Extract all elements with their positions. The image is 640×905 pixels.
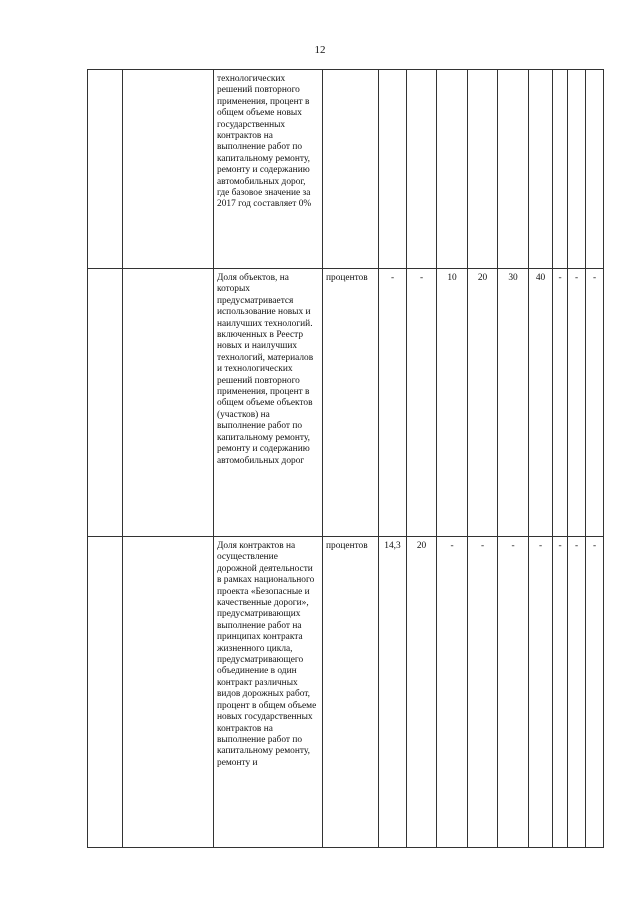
table-row [88, 269, 604, 537]
value-cell: - [586, 269, 604, 537]
value-cell: - [498, 537, 529, 848]
value-cell [568, 70, 586, 269]
description-cell: Доля контрактов на осуществление дорожной деятельности в рамках национального проекта «Безопасные и качественные дороги», предусматривающих выполнение работ на принципах контракта жизненного цикла, предусматривающего объединение в один контракт различных видов дорожных работ, процент в общем объеме новых государственных контрактов на выполнение работ по капитальному ремонту, ремонту и [214, 537, 323, 848]
table-row [88, 70, 604, 269]
value-cell [553, 70, 568, 269]
unit-cell: процентов [323, 537, 379, 848]
value-cell [498, 70, 529, 269]
value-cell [437, 70, 468, 269]
value-cell: 20 [407, 537, 437, 848]
name-cell [123, 537, 214, 848]
indicators-table [87, 69, 604, 848]
value-cell [586, 70, 604, 269]
value-cell: - [568, 537, 586, 848]
value-cell: - [468, 537, 498, 848]
value-cell: - [568, 269, 586, 537]
index-cell [88, 537, 123, 848]
value-cell: - [407, 269, 437, 537]
index-cell [88, 70, 123, 269]
description-cell: технологических решений повторного применения, процент в общем объеме новых государственных контрактов на выполнение работ по капитальному ремонту, ремонту и содержанию автомобильных дорог, где базовое значение за 2017 год составляет 0% [214, 70, 323, 269]
value-cell: 10 [437, 269, 468, 537]
value-cell: - [437, 537, 468, 848]
value-cell [468, 70, 498, 269]
value-cell: - [553, 269, 568, 537]
description-cell: Доля объектов, на которых предусматривается использование новых и наилучших технологий. включенных в Реестр новых и наилучших технологий, материалов и технологических решений повторного применения, процент в общем объеме объектов (участков) на выполнение работ по капитальному ремонту, ремонту и содержанию автомобильных дорог [214, 269, 323, 537]
value-cell: - [586, 537, 604, 848]
value-cell: - [553, 537, 568, 848]
value-cell: 30 [498, 269, 529, 537]
value-cell [407, 70, 437, 269]
value-cell: 20 [468, 269, 498, 537]
name-cell [123, 269, 214, 537]
page-number: 12 [314, 44, 326, 56]
table-row [88, 537, 604, 848]
value-cell: 40 [529, 269, 553, 537]
index-cell [88, 269, 123, 537]
unit-cell: процентов [323, 269, 379, 537]
name-cell [123, 70, 214, 269]
table-body [88, 70, 604, 848]
value-cell: - [529, 537, 553, 848]
value-cell: 14,3 [379, 537, 407, 848]
value-cell: - [379, 269, 407, 537]
value-cell [529, 70, 553, 269]
value-cell [379, 70, 407, 269]
unit-cell [323, 70, 379, 269]
